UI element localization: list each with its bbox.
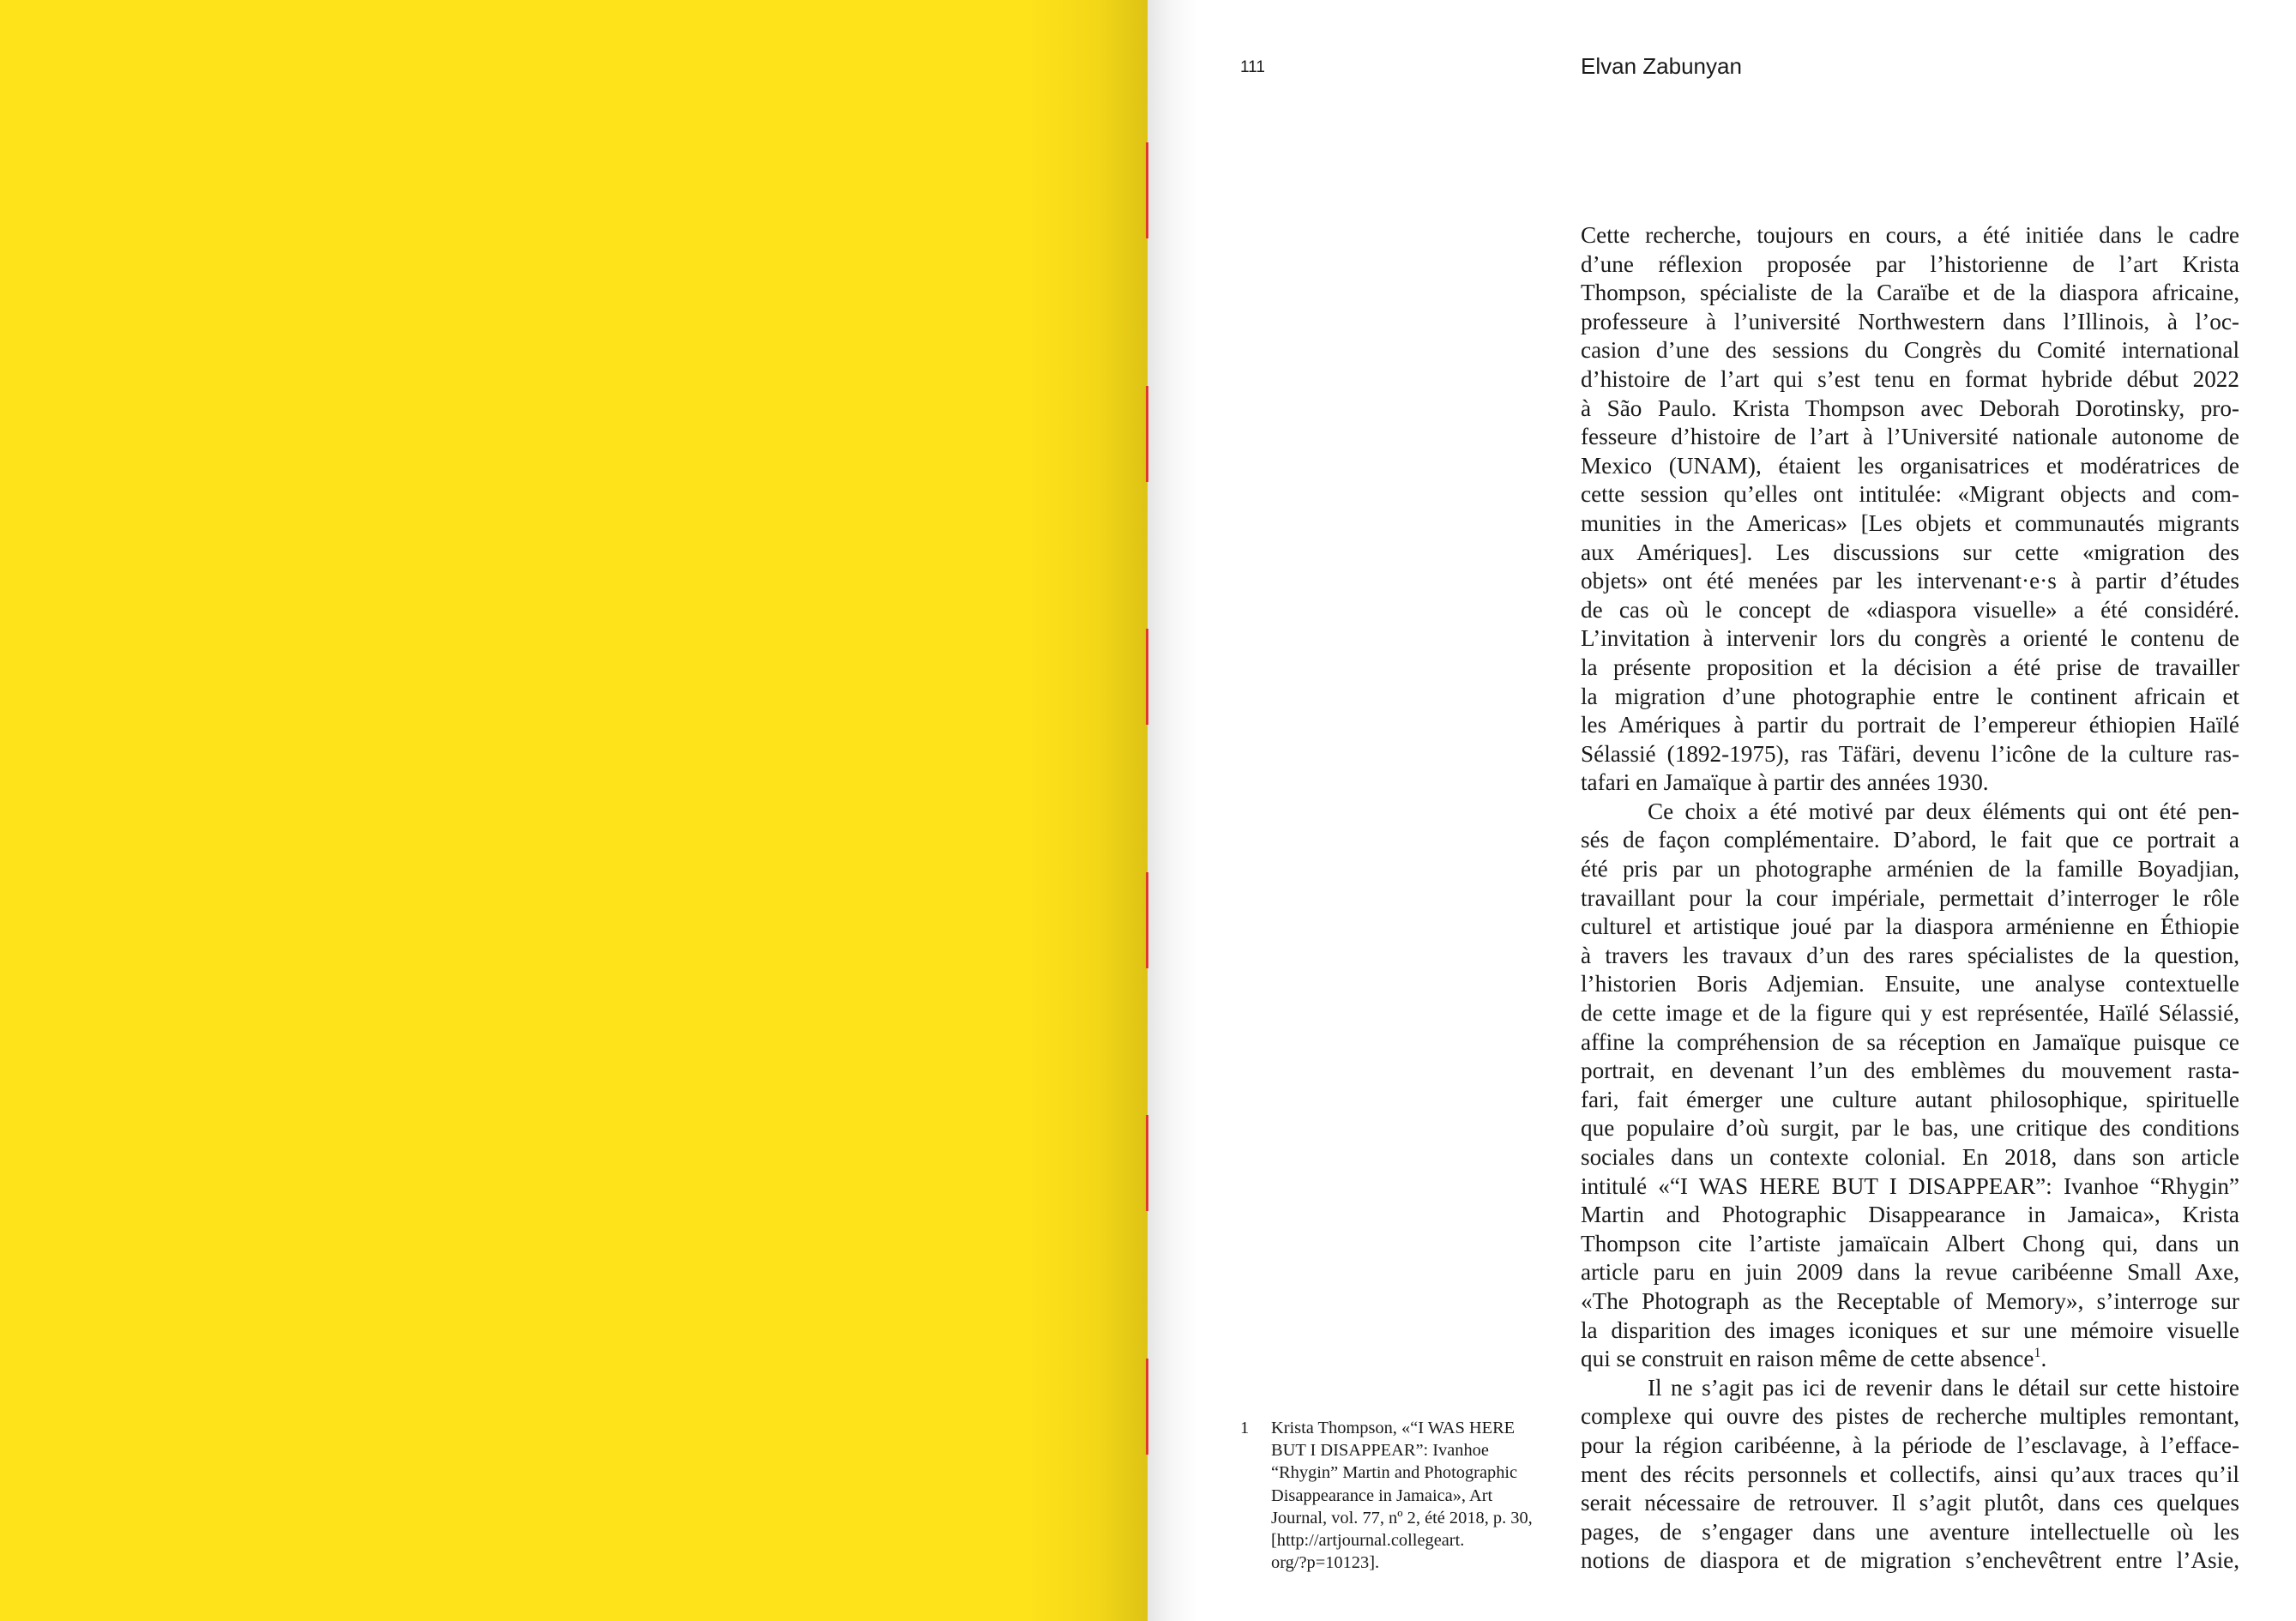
body-line: l’historien Boris Adjemian. Ensuite, une analyse contextuelle: [1581, 971, 2239, 997]
body-line: complexe qui ouvre des pistes de recherche multiples remontant,: [1581, 1403, 2239, 1430]
footnote-line: Disappearance in Jamaica», Art: [1271, 1485, 1493, 1505]
body-line: intitulé «“I WAS HERE BUT I DISAPPEAR”: Ivanhoe “Rhygin”: [1581, 1172, 2239, 1199]
body-line: notions de diaspora et de migration s’enchevêtrent entre l’Asie,: [1581, 1547, 2239, 1574]
binding-stitch: [1146, 1115, 1148, 1211]
body-line: que populaire d’où surgit, par le bas, une critique des conditions: [1581, 1115, 2239, 1142]
binding-stitch: [1146, 629, 1148, 725]
body-line: serait nécessaire de retrouver. Il s’agit plutôt, dans ces quelques: [1581, 1490, 2239, 1516]
binding-stitch: [1146, 1359, 1148, 1455]
body-line: Ce choix a été motivé par deux éléments qui ont été pen-: [1648, 798, 2239, 824]
footnote-line: Krista Thompson, «“I WAS HERE: [1271, 1419, 1516, 1437]
body-line: la présente proposition et la décision a été prise de travailler: [1581, 654, 2239, 680]
gutter-shadow-right: [1148, 0, 1199, 1621]
footnote-line: BUT I DISAPPEAR”: Ivanhoe: [1271, 1441, 1489, 1461]
body-line: munities in the Americas» [Les objets et communautés migrants: [1581, 509, 2239, 536]
body-line: objets» ont été menées par les intervenant·e·s à partir d’études: [1581, 568, 2239, 594]
body-line: article paru en juin 2009 dans la revue caribéenne Small Axe,: [1581, 1259, 2239, 1286]
gutter-shadow-left: [1027, 0, 1148, 1621]
body-line: la migration d’une photographie entre le continent africain et: [1581, 683, 2239, 709]
body-line: pour la région caribéenne, à la période de l’esclavage, à l’efface-: [1581, 1431, 2239, 1458]
body-line: portrait, en devenant l’un des emblèmes du mouvement rasta-: [1581, 1058, 2239, 1084]
body-line: L’invitation à intervenir lors du congrès a orienté le contenu de: [1581, 625, 2239, 652]
body-line: casion d’une des sessions du Congrès du Comité international: [1581, 337, 2239, 364]
footnote-number: 1: [1240, 1419, 1250, 1437]
body-line: cette session qu’elles ont intitulée: «Migrant objects and com-: [1581, 481, 2239, 508]
body-line: de cas où le concept de «diaspora visuelle» a été considéré.: [1581, 596, 2239, 623]
body-line: sés de façon complémentaire. D’abord, le fait que ce portrait a: [1581, 827, 2239, 853]
body-line: la disparition des images iconiques et sur une mémoire visuelle: [1581, 1317, 2239, 1343]
body-line: tafari en Jamaïque à partir des années 1930.: [1581, 769, 1989, 796]
body-line: Mexico (UNAM), étaient les organisatrices et modératrices de: [1581, 452, 2239, 479]
footnote-line: org/?p=10123].: [1271, 1553, 1380, 1573]
body-line: pages, de s’engager dans une aventure intellectuelle où les: [1581, 1518, 2239, 1545]
footnote-ref-suffix: .: [2040, 1346, 2047, 1372]
binding-stitch: [1146, 386, 1148, 482]
footnote-line: Journal, vol. 77, nº 2, été 2018, p. 30,: [1271, 1508, 1533, 1528]
running-head-author: Elvan Zabunyan: [1581, 53, 1742, 79]
body-text: [1581, 221, 2239, 1576]
body-line: les Amériques à partir du portrait de l’empereur éthiopien Haïlé: [1581, 712, 2239, 738]
body-line: «The Photograph as the Receptable of Memory», s’interroge sur: [1581, 1287, 2239, 1314]
body-line: été pris par un photographe arménien de la famille Boyadjian,: [1581, 856, 2239, 883]
body-line: professeure à l’université Northwestern dans l’Illinois, à l’oc-: [1581, 308, 2239, 334]
body-line: à São Paulo. Krista Thompson avec Deborah Dorotinsky, pro-: [1581, 395, 2239, 421]
body-line: travaillant pour la cour impériale, permettait d’interroger le rôle: [1581, 884, 2239, 911]
binding-stitch: [1146, 142, 1148, 238]
body-line: aux Amériques]. Les discussions sur cette «migration des: [1581, 539, 2239, 565]
body-line: Thompson, spécialiste de la Caraïbe et de la diaspora africaine,: [1581, 280, 2239, 306]
body-line: fari, fait émerger une culture autant philosophique, spirituelle: [1581, 1086, 2239, 1112]
body-line: d’histoire de l’art qui s’est tenu en format hybride début 2022: [1581, 365, 2239, 392]
body-line: d’une réflexion proposée par l’historienne de l’art Krista: [1581, 250, 2239, 277]
footnote-reference[interactable]: 1: [2034, 1346, 2041, 1361]
footnote-line: [http://artjournal.collegeart.: [1271, 1531, 1465, 1551]
body-line: ment des récits personnels et collectifs, ainsi qu’aux traces qu’il: [1581, 1461, 2239, 1487]
body-line: fesseure d’histoire de l’art à l’Université nationale autonome de: [1581, 424, 2239, 450]
body-line: qui se construit en raison même de cette absence: [1581, 1346, 2034, 1372]
body-line: affine la compréhension de sa réception en Jamaïque puisque ce: [1581, 1028, 2239, 1055]
body-line: à travers les travaux d’un des rares spécialistes de la question,: [1581, 942, 2239, 968]
body-line: de cette image et de la figure qui y est représentée, Haïlé Sélassié,: [1581, 1000, 2239, 1027]
body-line: Sélassié (1892-1975), ras Täfäri, devenu l’icône de la culture ras-: [1581, 740, 2239, 767]
page-number: 111: [1240, 58, 1265, 76]
footnote-text: [1271, 1417, 1549, 1574]
body-line-with-footnote: [1581, 1345, 2239, 1374]
binding-stitch: [1146, 872, 1148, 968]
body-line: sociales dans un contexte colonial. En 2018, dans son article: [1581, 1144, 2239, 1170]
body-line: Thompson cite l’artiste jamaïcain Albert Chong qui, dans un: [1581, 1230, 2239, 1256]
body-line: Cette recherche, toujours en cours, a été initiée dans le cadre: [1581, 222, 2239, 248]
footnote-line: “Rhygin” Martin and Photographic: [1271, 1463, 1518, 1483]
body-line: Martin and Photographic Disappearance in Jamaica», Krista: [1581, 1202, 2239, 1228]
body-line: culturel et artistique joué par la diaspora arménienne en Éthiopie: [1581, 913, 2239, 940]
body-line: Il ne s’agit pas ici de revenir dans le détail sur cette histoire: [1648, 1374, 2239, 1401]
